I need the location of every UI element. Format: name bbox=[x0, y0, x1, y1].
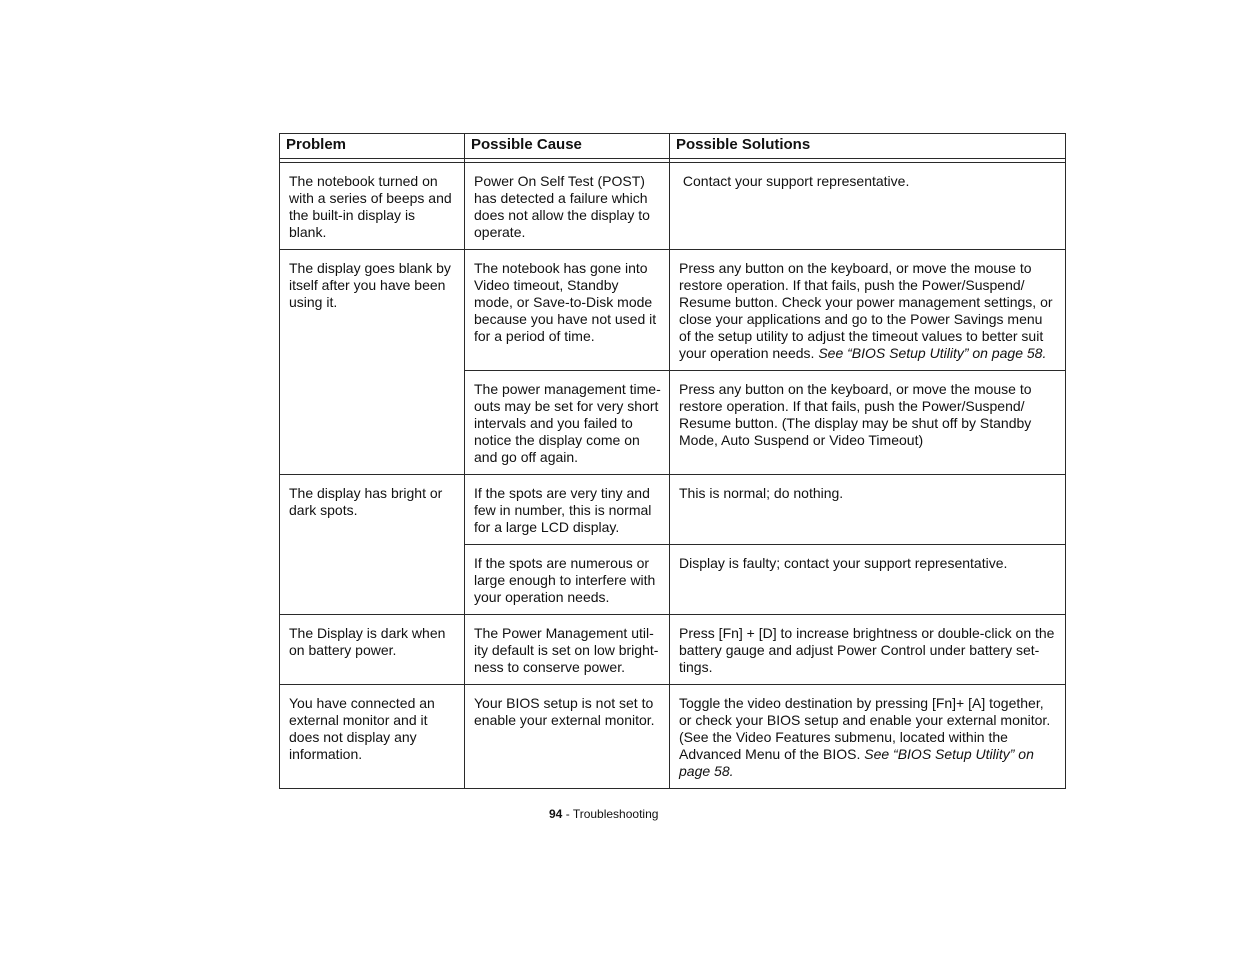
troubleshooting-table bbox=[279, 133, 1066, 789]
table-header-row bbox=[280, 134, 1066, 159]
solution-reference: See “BIOS Setup Utility” on page 58. bbox=[818, 345, 1047, 361]
header-possible-cause: Possible Cause bbox=[465, 134, 670, 159]
footer-section: Troubleshooting bbox=[572, 807, 659, 821]
cause-cell: Your BIOS setup is not set to enable your external monitor. bbox=[465, 685, 670, 789]
page-footer bbox=[549, 807, 658, 821]
table-row bbox=[280, 685, 1066, 789]
solution-text: Toggle the video destination by pressing [Fn]+ [A] together, or check your BIOS setup and enable your external monitor. (See the Video Features submenu, located within the Advanced Menu of the BIOS. bbox=[679, 695, 1051, 762]
table-row bbox=[280, 615, 1066, 685]
page-number: 94 bbox=[549, 807, 563, 821]
solution-cell bbox=[670, 685, 1066, 789]
cause-cell: The notebook has gone into Video timeout, Standby mode, or Save-to-Disk mode because you have not used it for a period of time. bbox=[465, 250, 670, 371]
solution-cell: This is normal; do nothing. bbox=[670, 475, 1066, 545]
problem-cell: The notebook turned on with a series of beeps and the built-in display is blank. bbox=[280, 163, 465, 250]
problem-cell: The display has bright or dark spots. bbox=[280, 475, 465, 615]
table-row bbox=[280, 163, 1066, 250]
solution-cell: Press [Fn] + [D] to increase brightness or double-click on the battery gauge and adjust Power Control under battery set-tings. bbox=[670, 615, 1066, 685]
cause-cell: The power management time-outs may be set for very short intervals and you failed to notice the display come on and go off again. bbox=[465, 371, 670, 475]
solution-cell bbox=[670, 250, 1066, 371]
solution-text: Contact your support representative. bbox=[682, 173, 910, 189]
solution-cell bbox=[670, 163, 1066, 250]
cause-cell: Power On Self Test (POST) has detected a failure which does not allow the display to operate. bbox=[465, 163, 670, 250]
table-row bbox=[280, 475, 1066, 545]
header-possible-solutions: Possible Solutions bbox=[670, 134, 1066, 159]
solution-cell: Press any button on the keyboard, or move the mouse to restore operation. If that fails, push the Power/Suspend/ Resume button. (The display may be shut off by Standby Mode, Auto Suspend or Video Timeout) bbox=[670, 371, 1066, 475]
footer-separator: - bbox=[562, 807, 573, 821]
cause-cell: If the spots are numerous or large enough to interfere with your operation needs. bbox=[465, 545, 670, 615]
header-problem: Problem bbox=[280, 134, 465, 159]
cause-cell: If the spots are very tiny and few in number, this is normal for a large LCD display. bbox=[465, 475, 670, 545]
table-row bbox=[280, 250, 1066, 371]
problem-cell: The Display is dark when on battery power. bbox=[280, 615, 465, 685]
problem-cell: The display goes blank by itself after you have been using it. bbox=[280, 250, 465, 475]
solution-reference: See “BIOS Setup Utility” on page 58. bbox=[679, 746, 1034, 779]
cause-cell: The Power Management util-ity default is set on low bright-ness to conserve power. bbox=[465, 615, 670, 685]
solution-text: Press any button on the keyboard, or move the mouse to restore operation. If that fails, push the Power/Suspend/ Resume button. Check your power management settings, or close your applications and go to the Power Savings menu of the setup utility to adjust the timeout values to better suit your operation needs. bbox=[679, 260, 1053, 361]
solution-cell: Display is faulty; contact your support representative. bbox=[670, 545, 1066, 615]
problem-cell: You have connected an external monitor and it does not display any information. bbox=[280, 685, 465, 789]
